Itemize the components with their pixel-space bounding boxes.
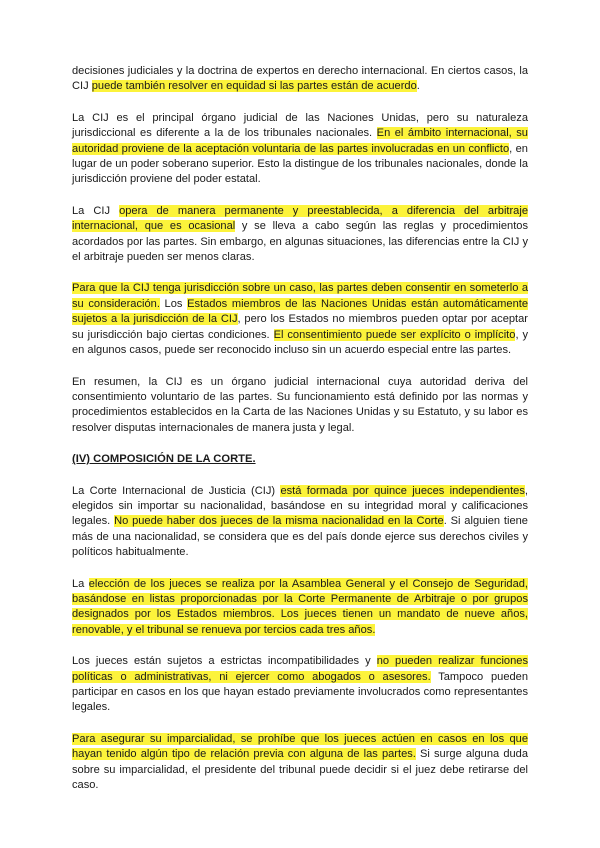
highlighted-text: Para que la CIJ tenga jurisdicción sobre un caso, las partes deben consentir en someterlo a su consideración. [72, 282, 528, 310]
paragraph [72, 204, 528, 266]
paragraph [72, 64, 528, 95]
text-run: , elegidos sin importar su nacionalidad, basándose en su integridad moral y calificaciones legales. [72, 484, 528, 528]
highlighted-text: No puede haber dos jueces de la misma nacionalidad en la Corte [114, 515, 444, 528]
paragraph [72, 375, 528, 437]
text-run: , pero los Estados no miembros pueden optar por aceptar su jurisdicción bajo ciertas condiciones. [72, 313, 529, 341]
highlighted-text: El consentimiento puede ser explícito o implícito [273, 328, 516, 341]
text-run: Si surge alguna duda sobre su imparcialidad, el presidente del tribunal puede decidir si el juez debe retirarse del caso. [72, 748, 528, 792]
highlighted-text: puede también resolver en equidad si las partes están de acuerdo [91, 80, 417, 93]
highlighted-text: elección de los jueces se realiza por la Asamblea General y el Consejo de Seguridad, basándose en listas proporcionadas por la Corte Permanente de Arbitraje o por grupos designados por los Estados miembros. Los jueces tienen un mandato de nueve años, renovable, y el tribunal se renueva por tercios cada tres años. [72, 577, 529, 636]
highlighted-text: Estados miembros de las Naciones Unidas están automáticamente sujetos a la jurisdicción de la CIJ [72, 297, 528, 326]
text-run: . [416, 80, 420, 93]
text-run: Tampoco pueden participar en casos en los que hayan estado previamente involucrados como representantes legales. [72, 670, 528, 714]
text-run: La [72, 577, 89, 590]
section-heading: (IV) COMPOSICIÓN DE LA CORTE. [72, 453, 256, 466]
paragraph [72, 281, 528, 358]
text-run: Los [159, 297, 188, 310]
text-run: , y en algunos casos, puede ser reconocido incluso sin un acuerdo especial entre las partes. [72, 328, 528, 357]
text-run: . Si alguien tiene más de una nacionalidad, se considera que es del país donde ejerce sus derechos civiles y políticos habitualmente. [72, 515, 528, 559]
text-run: La Corte Internacional de Justicia (CIJ) [72, 484, 281, 497]
text-run: Los jueces están sujetos a estrictas incompatibilidades y [72, 655, 377, 668]
text-run: En resumen, la CIJ es un órgano judicial internacional cuya autoridad deriva del consentimiento voluntario de las partes. Su funcionamiento está definido por las normas y procedimientos establecidos en la Carta de las Naciones Unidas y su Estatuto, y su labor es resolver disputas internacionales de manera justa y legal. [72, 375, 528, 434]
highlighted-text: está formada por quince jueces independientes [280, 484, 525, 497]
section-intro [72, 64, 528, 436]
text-run: decisiones judiciales y la doctrina de expertos en derecho internacional. En ciertos casos, la CIJ [72, 65, 528, 93]
text-run: La CIJ [72, 204, 120, 217]
highlighted-text: Para asegurar su imparcialidad, se prohíbe que los jueces actúen en casos en los que hayan tenido algún tipo de relación previa con alguna de las partes. [72, 732, 528, 761]
section-composicion [72, 484, 528, 794]
paragraph [72, 732, 528, 794]
text-run: , en lugar de un poder soberano superior. Esto la distingue de los tribunales nacionales, donde la jurisdicción proviene del poder estatal. [72, 142, 528, 186]
text-run: y se lleva a cabo según las reglas y procedimientos acordados por las partes. Sin embargo, en algunas situaciones, las diferencias entre la CIJ y el arbitraje pueden ser menos claras. [72, 220, 528, 264]
paragraph [72, 577, 528, 639]
highlighted-text: no pueden realizar funciones políticas o administrativas, ni ejercer como abogados o asesores. [72, 655, 528, 683]
paragraph [72, 111, 528, 188]
document-page [72, 64, 528, 809]
paragraph [72, 654, 528, 716]
highlighted-text: opera de manera permanente y preestablecida, a diferencia del arbitraje internacional, que es ocasional [72, 204, 528, 233]
text-run: La CIJ es el principal órgano judicial de las Naciones Unidas, pero su naturaleza jurisdiccional es diferente a la de los tribunales nacionales. [72, 111, 528, 140]
paragraph [72, 484, 528, 561]
highlighted-text: En el ámbito internacional, su autoridad proviene de la aceptación voluntaria de las partes involucradas en un conflicto [72, 127, 528, 155]
